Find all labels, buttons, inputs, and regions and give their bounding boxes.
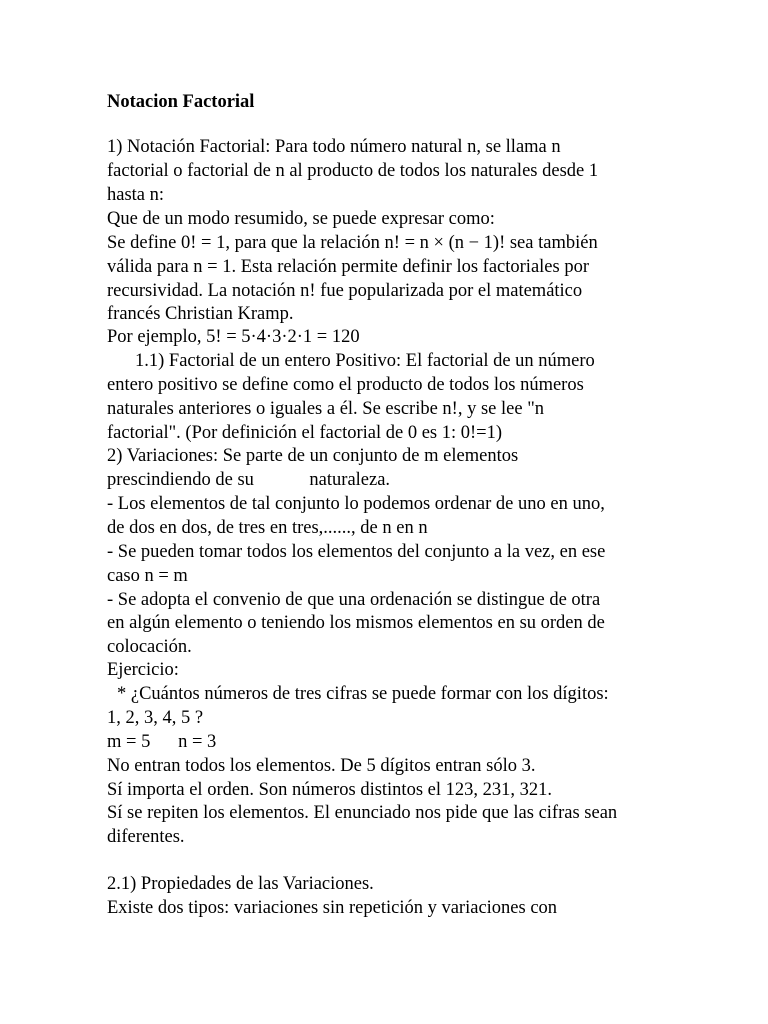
exercise-heading: Ejercicio: bbox=[107, 660, 179, 680]
paragraph-line: hasta n: bbox=[107, 185, 165, 205]
paragraph-line: colocación. bbox=[107, 637, 192, 657]
paragraph-line: prescindiendo de su naturaleza. bbox=[107, 470, 391, 490]
paragraph-line: Por ejemplo, 5! = 5·4·3·2·1 = 120 bbox=[107, 327, 360, 347]
paragraph-line: 1) Notación Factorial: Para todo número natural n, se llama n bbox=[107, 137, 561, 157]
paragraph-line: m = 5 n = 3 bbox=[107, 732, 217, 752]
paragraph-line: caso n = m bbox=[107, 566, 188, 586]
paragraph-line: naturales anteriores o iguales a él. Se escribe n!, y se lee "n bbox=[107, 399, 544, 419]
paragraph-line: No entran todos los elementos. De 5 dígitos entran sólo 3. bbox=[107, 756, 536, 776]
paragraph-line: de dos en dos, de tres en tres,......, de n en n bbox=[107, 518, 428, 538]
bullet-line: - Los elementos de tal conjunto lo podemos ordenar de uno en uno, bbox=[107, 494, 605, 514]
paragraph-line: 1, 2, 3, 4, 5 ? bbox=[107, 708, 204, 728]
paragraph-line: Que de un modo resumido, se puede expresar como: bbox=[107, 209, 495, 229]
paragraph-line: Se define 0! = 1, para que la relación n! = n × (n − 1)! sea también bbox=[107, 233, 598, 253]
section-line: 2.1) Propiedades de las Variaciones. bbox=[107, 874, 374, 894]
paragraph-line: válida para n = 1. Esta relación permite definir los factoriales por bbox=[107, 257, 589, 277]
paragraph-line: factorial". (Por definición el factorial de 0 es 1: 0!=1) bbox=[107, 423, 503, 443]
paragraph-line: en algún elemento o teniendo los mismos elementos en su orden de bbox=[107, 613, 605, 633]
document-title: Notacion Factorial bbox=[107, 92, 255, 112]
paragraph-line: Existe dos tipos: variaciones sin repetición y variaciones con bbox=[107, 898, 558, 918]
exercise-question: * ¿Cuántos números de tres cifras se puede formar con los dígitos: bbox=[117, 684, 609, 704]
paragraph-line: recursividad. La notación n! fue popularizada por el matemático bbox=[107, 281, 583, 301]
paragraph-line: entero positivo se define como el producto de todos los números bbox=[107, 375, 584, 395]
paragraph-line: Sí importa el orden. Son números distintos el 123, 231, 321. bbox=[107, 780, 553, 800]
subsection-line: 1.1) Factorial de un entero Positivo: El factorial de un número bbox=[135, 351, 595, 371]
paragraph-line: diferentes. bbox=[107, 827, 185, 847]
bullet-line: - Se adopta el convenio de que una ordenación se distingue de otra bbox=[107, 590, 601, 610]
paragraph-line: francés Christian Kramp. bbox=[107, 304, 294, 324]
paragraph-line: factorial o factorial de n al producto de todos los naturales desde 1 bbox=[107, 161, 599, 181]
bullet-line: - Se pueden tomar todos los elementos del conjunto a la vez, en ese bbox=[107, 542, 606, 562]
paragraph-line: Sí se repiten los elementos. El enunciado nos pide que las cifras sean bbox=[107, 803, 618, 823]
section-line: 2) Variaciones: Se parte de un conjunto de m elementos bbox=[107, 446, 519, 466]
